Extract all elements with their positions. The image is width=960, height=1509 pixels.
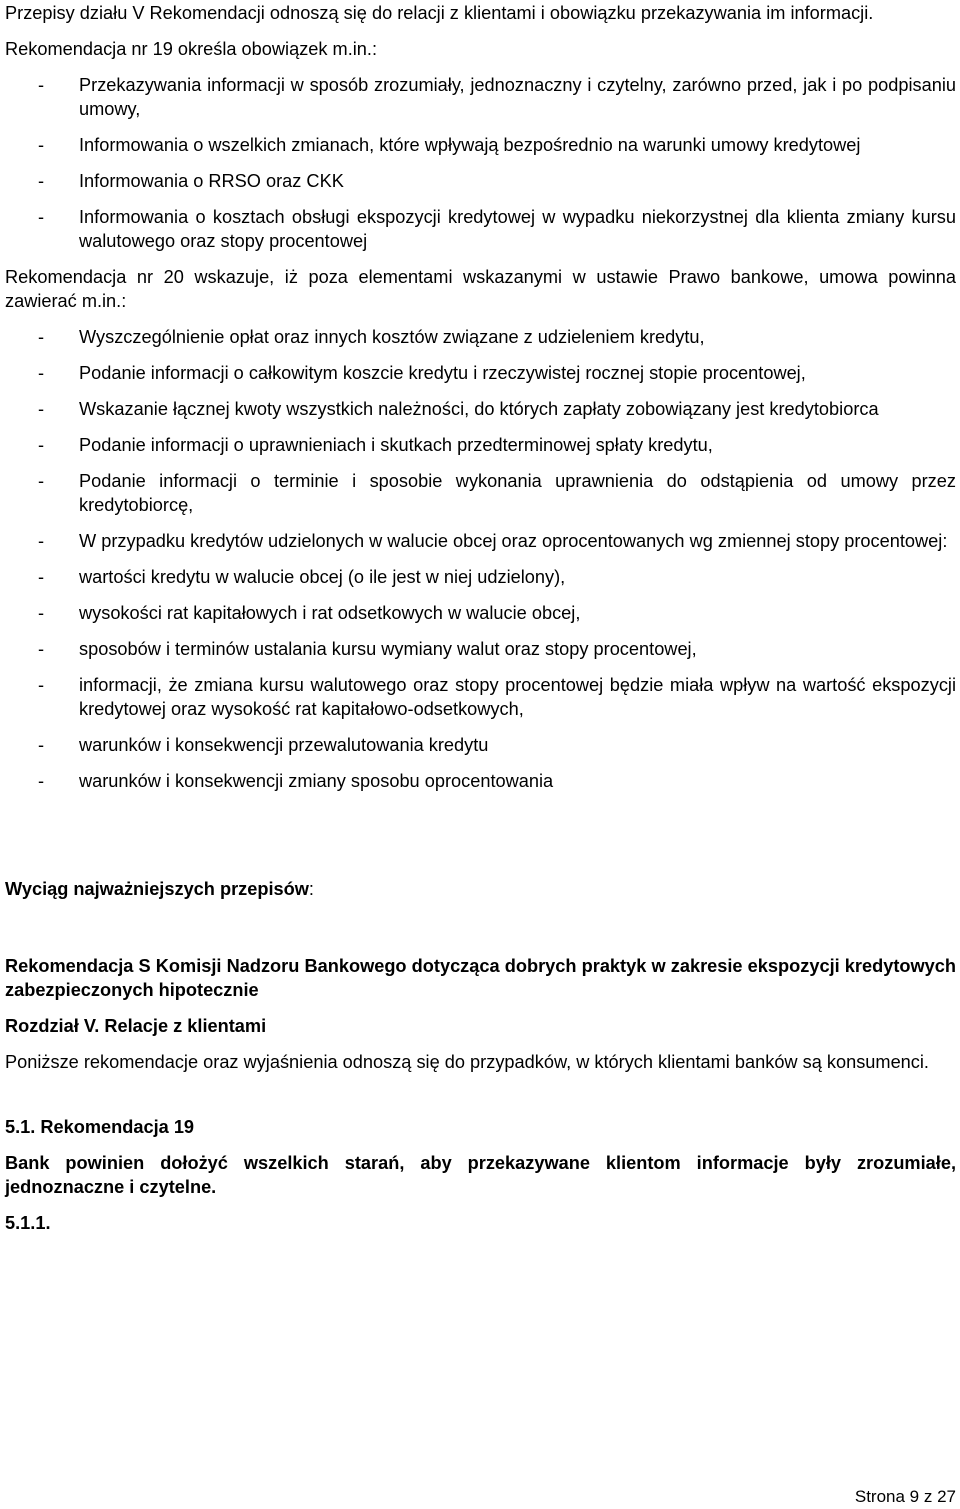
dash-marker: - [38,327,45,347]
dash-marker: - [38,135,45,155]
dash-marker: - [38,471,45,491]
list-item-text: Informowania o wszelkich zmianach, które wpływają bezpośrednio na warunki umowy kredytowej [79,135,861,155]
document-page [5,1,956,1235]
chapter-intro: Poniższe rekomendacje oraz wyjaśnienia odnoszą się do przypadków, w których klientami banków są konsumenci. [5,1052,929,1072]
list-item [5,73,956,121]
dash-marker: - [38,735,45,755]
dash-marker: - [38,603,45,623]
page-number: Strona 9 z 27 [854,1487,956,1506]
list-item-text: Przekazywania informacji w sposób zrozumiały, jednoznaczny i czytelny, zarówno przed, jak i po podpisaniu umowy, [79,75,956,119]
excerpt-heading-text: Wyciąg najważniejszych przepisów [5,879,309,899]
list-item [5,733,956,757]
list-item [5,673,956,721]
list-item [5,433,956,457]
list-item [5,529,956,553]
list-item [5,769,956,793]
dash-marker: - [38,435,45,455]
dash-marker: - [38,639,45,659]
list-item-text: Podanie informacji o uprawnieniach i skutkach przedterminowej spłaty kredytu, [79,435,713,455]
list-item-text: wartości kredytu w walucie obcej (o ile jest w niej udzielony), [79,567,566,587]
list-item [5,205,956,253]
list-item [5,133,956,157]
dash-marker: - [38,675,45,695]
section-heading: 5.1. Rekomendacja 19 [5,1117,195,1137]
list-item-text: sposobów i terminów ustalania kursu wymiany walut oraz stopy procentowej, [79,639,697,659]
dash-marker: - [38,399,45,419]
list-item-text: Podanie informacji o całkowitym koszcie kredytu i rzeczywistej rocznej stopie procentowej, [79,363,806,383]
list-item-text: wysokości rat kapitałowych i rat odsetkowych w walucie obcej, [79,603,581,623]
rec20-list [5,325,956,793]
list-item-text: Informowania o kosztach obsługi ekspozycji kredytowej w wypadku niekorzystnej dla klienta zmiany kursu walutowego oraz stopy procentowej [79,207,956,251]
list-item [5,169,956,193]
chapter-heading: Rozdział V. Relacje z klientami [5,1016,267,1036]
dash-marker: - [38,207,45,227]
dash-marker: - [38,363,45,383]
list-item-text: Informowania o RRSO oraz CKK [79,171,344,191]
list-item-text: Wskazanie łącznej kwoty wszystkich należności, do których zapłaty zobowiązany jest kredytobiorca [79,399,879,419]
rec19-list [5,73,956,253]
dash-marker: - [38,171,45,191]
list-item-text: informacji, że zmiana kursu walutowego oraz stopy procentowej będzie miała wpływ na wartość ekspozycji kredytowej oraz wysokość rat kapitałowo-odsetkowych, [79,675,956,719]
rec19-intro: Rekomendacja nr 19 określa obowiązek m.in.: [5,39,378,59]
list-item [5,565,956,589]
subsection-heading: 5.1.1. [5,1213,51,1233]
list-item [5,469,956,517]
rec20-intro: Rekomendacja nr 20 wskazuje, iż poza elementami wskazanymi w ustawie Prawo bankowe, umowa powinna zawierać m.in.: [5,267,956,311]
regulation-title: Rekomendacja S Komisji Nadzoru Bankowego dotycząca dobrych praktyk w zakresie ekspozycji kredytowych zabezpieczonych hipotecznie [5,956,956,1000]
list-item [5,361,956,385]
list-item-text: W przypadku kredytów udzielonych w walucie obcej oraz oprocentowanych wg zmiennej stopy procentowej: [79,531,948,551]
dash-marker: - [38,75,45,95]
list-item-text: warunków i konsekwencji przewalutowania kredytu [79,735,489,755]
intro-paragraph: Przepisy działu V Rekomendacji odnoszą się do relacji z klientami i obowiązku przekazywania im informacji. [5,3,874,23]
list-item [5,601,956,625]
list-item-text: Podanie informacji o terminie i sposobie wykonania uprawnienia do odstąpienia od umowy przez kredytobiorcę, [79,471,956,515]
list-item [5,637,956,661]
list-item [5,397,956,421]
list-item-text: warunków i konsekwencji zmiany sposobu oprocentowania [79,771,554,791]
list-item-text: Wyszczególnienie opłat oraz innych kosztów związane z udzieleniem kredytu, [79,327,705,347]
dash-marker: - [38,531,45,551]
excerpt-heading [5,877,956,901]
dash-marker: - [38,771,45,791]
list-item [5,325,956,349]
excerpt-heading-colon: : [308,879,314,899]
section-text: Bank powinien dołożyć wszelkich starań, aby przekazywane klientom informacje były zrozumiałe, jednoznaczne i czytelne. [5,1153,956,1197]
dash-marker: - [38,567,45,587]
